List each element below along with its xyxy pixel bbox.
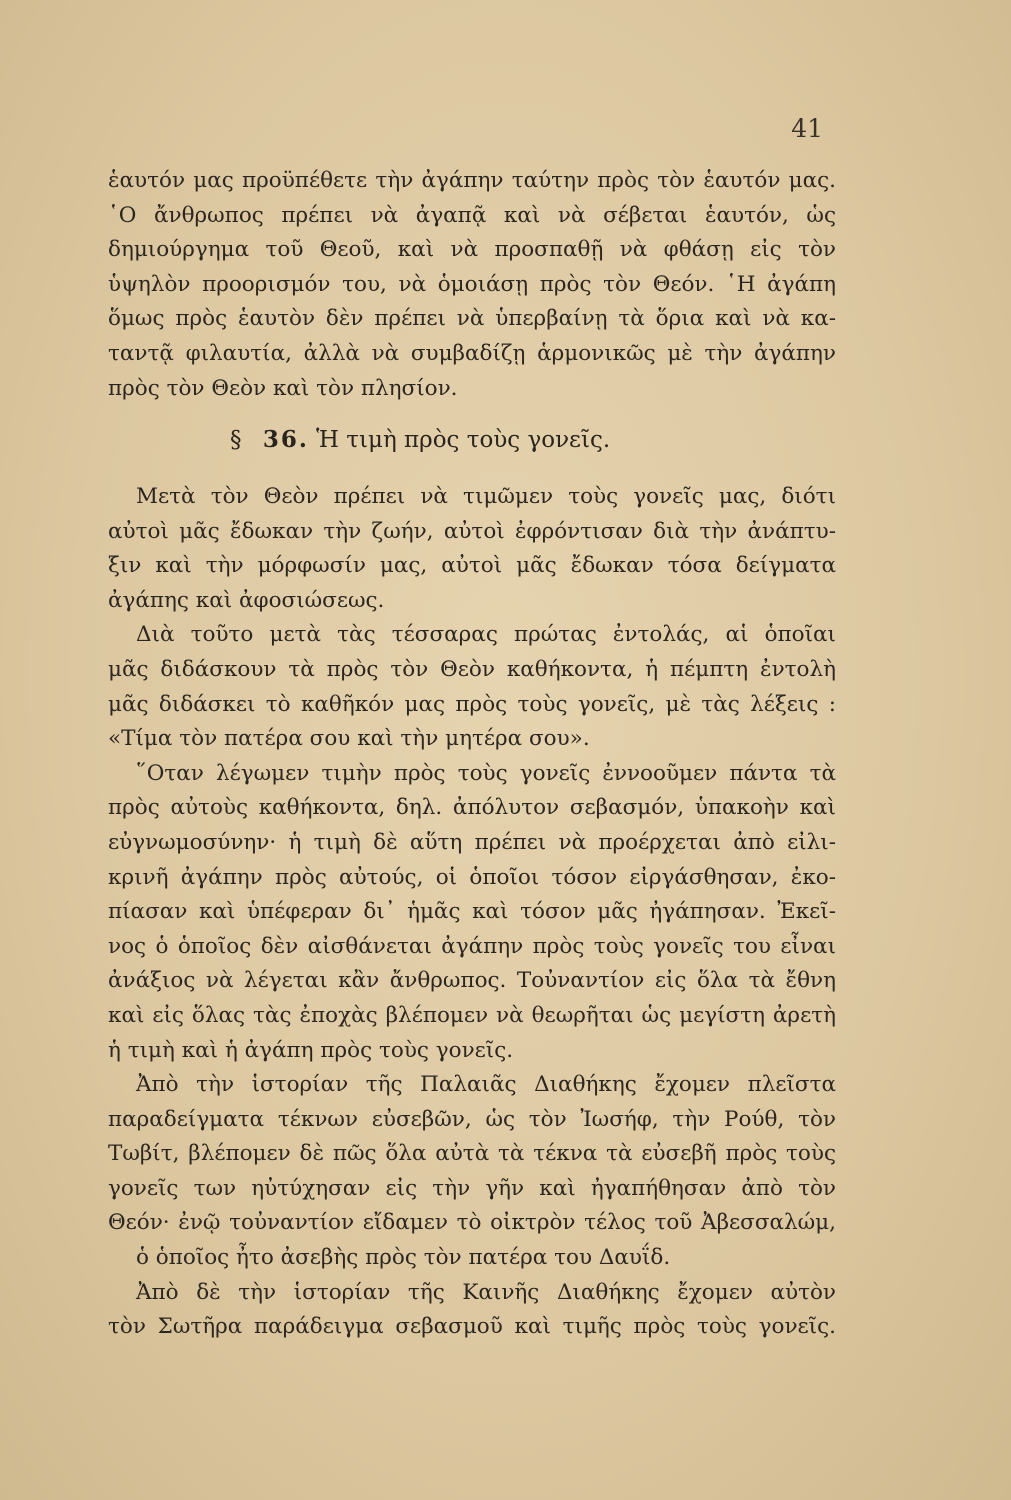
text-line: παραδείγματα τέκνων εὐσεβῶν, ὡς τὸν Ἰωσήφ, τὴν Ρούθ, τὸν [108, 1106, 836, 1132]
text-line: ῞Οταν λέγωμεν τιμὴν πρὸς τοὺς γονεῖς ἐννοοῦμεν πάντα τὰ [136, 760, 836, 786]
text-line: Θεόν· ἐνῷ τοὐναντίον εἴδαμεν τὸ οἰκτρὸν τέλος τοῦ Ἀβεσσαλώμ, [108, 1210, 836, 1236]
text-line: ἀνάξιος νὰ λέγεται κἂν ἄνθρωπος. Τοὐναντίον εἰς ὅλα τὰ ἔθνη [108, 968, 836, 994]
text-line: πρὸς αὐτοὺς καθήκοντα, δηλ. ἀπόλυτον σεβασμόν, ὑπακοὴν καὶ [108, 795, 836, 821]
text-line: Διὰ τοῦτο μετὰ τὰς τέσσαρας πρώτας ἐντολάς, αἱ ὁποῖαι [136, 622, 836, 648]
text-line: ῾Ο ἄνθρωπος πρέπει νὰ ἀγαπᾷ καὶ νὰ σέβεται ἑαυτόν, ὡς [108, 202, 836, 228]
text-line: μᾶς διδάσκουν τὰ πρὸς τὸν Θεὸν καθήκοντα, ἡ πέμπτη ἐντολὴ [108, 656, 836, 682]
text-line: εὐγνωμοσύνην· ἡ τιμὴ δὲ αὕτη πρέπει νὰ προέρχεται ἀπὸ εἰλι- [108, 829, 836, 855]
text-line: αὐτοὶ μᾶς ἔδωκαν τὴν ζωήν, αὐτοὶ ἐφρόντισαν διὰ τὴν ἀνάπτυ- [108, 518, 836, 544]
text-line: πρὸς τὸν Θεὸν καὶ τὸν πλησίον. [108, 375, 458, 401]
text-line: ὅμως πρὸς ἑαυτὸν δὲν πρέπει νὰ ὑπερβαίνῃ τὰ ὅρια καὶ νὰ κα- [108, 306, 836, 332]
text-line: καὶ εἰς ὅλας τὰς ἐποχὰς βλέπομεν νὰ θεωρῆται ὡς μεγίστη ἀρετὴ [108, 1002, 836, 1028]
text-line: Μετὰ τὸν Θεὸν πρέπει νὰ τιμῶμεν τοὺς γονεῖς μας, διότι [136, 484, 836, 509]
section-number: 36. [262, 426, 309, 453]
text-line: μᾶς διδάσκει τὸ καθῆκόν μας πρὸς τοὺς γονεῖς, μὲ τὰς λέξεις : [108, 691, 836, 717]
text-line: γονεῖς των ηὐτύχησαν εἰς τὴν γῆν καὶ ἠγαπήθησαν ἀπὸ τὸν [108, 1175, 836, 1201]
text-line: Ἀπὸ τὴν ἱστορίαν τῆς Παλαιᾶς Διαθήκης ἔχομεν πλεῖστα [136, 1072, 836, 1098]
text-line: πίασαν καὶ ὑπέφεραν δι᾽ ἡμᾶς καὶ τόσον μᾶς ἠγάπησαν. Ἐκεῖ- [108, 899, 836, 925]
text-line: ξιν καὶ τὴν μόρφωσίν μας, αὐτοὶ μᾶς ἔδωκαν τόσα δείγματα [108, 553, 836, 579]
section-title: Ἡ τιμὴ πρὸς τοὺς γονεῖς. [316, 427, 611, 453]
paragraph-honoring-parents [108, 480, 836, 1345]
text-line: ὑψηλὸν προορισμόν του, νὰ ὁμοιάσῃ πρὸς τὸν Θεόν. ῾Η ἀγάπη [108, 271, 836, 297]
text-line: Τωβίτ, βλέπομεν δὲ πῶς ὅλα αὐτὰ τὰ τέκνα τὰ εὐσεβῆ πρὸς τοὺς [108, 1141, 836, 1167]
text-line: νος ὁ ὁποῖος δὲν αἰσθάνεται ἀγάπην πρὸς τοὺς γονεῖς του εἶναι [108, 933, 836, 959]
text-line: ταντᾷ φιλαυτία, ἀλλὰ νὰ συμβαδίζῃ ἁρμονικῶς μὲ τὴν ἀγάπην [108, 340, 836, 366]
text-line: Ἀπὸ δὲ τὴν ἱστορίαν τῆς Καινῆς Διαθήκης ἔχομεν αὐτὸν [136, 1279, 836, 1305]
text-line: «Τίμα τὸν πατέρα σου καὶ τὴν μητέρα σου». [108, 726, 590, 752]
text-line: τὸν Σωτῆρα παράδειγμα σεβασμοῦ καὶ τιμῆς πρὸς τοὺς γονεῖς. [108, 1314, 836, 1340]
text-line: ὁ ὁποῖος ἦτο ἀσεβὴς πρὸς τὸν πατέρα του Δαυΐδ. [136, 1245, 671, 1271]
page-number: 41 [791, 114, 823, 143]
paragraph-self-love [108, 164, 836, 406]
text-line: κρινῆ ἀγάπην πρὸς αὐτούς, οἱ ὁποῖοι τόσον εἰργάσθησαν, ἐκο- [108, 864, 836, 890]
section-sign: § [230, 427, 242, 453]
text-line: ἑαυτόν μας προϋπέθετε τὴν ἀγάπην ταύτην πρὸς τὸν ἑαυτόν μας. [108, 168, 836, 193]
text-line: δημιούργημα τοῦ Θεοῦ, καὶ νὰ προσπαθῇ νὰ φθάσῃ εἰς τὸν [108, 237, 836, 263]
text-line: ἀγάπης καὶ ἀφοσιώσεως. [108, 587, 385, 613]
text-line: ἡ τιμὴ καὶ ἡ ἀγάπη πρὸς τοὺς γονεῖς. [108, 1037, 514, 1063]
section-heading [230, 423, 790, 457]
